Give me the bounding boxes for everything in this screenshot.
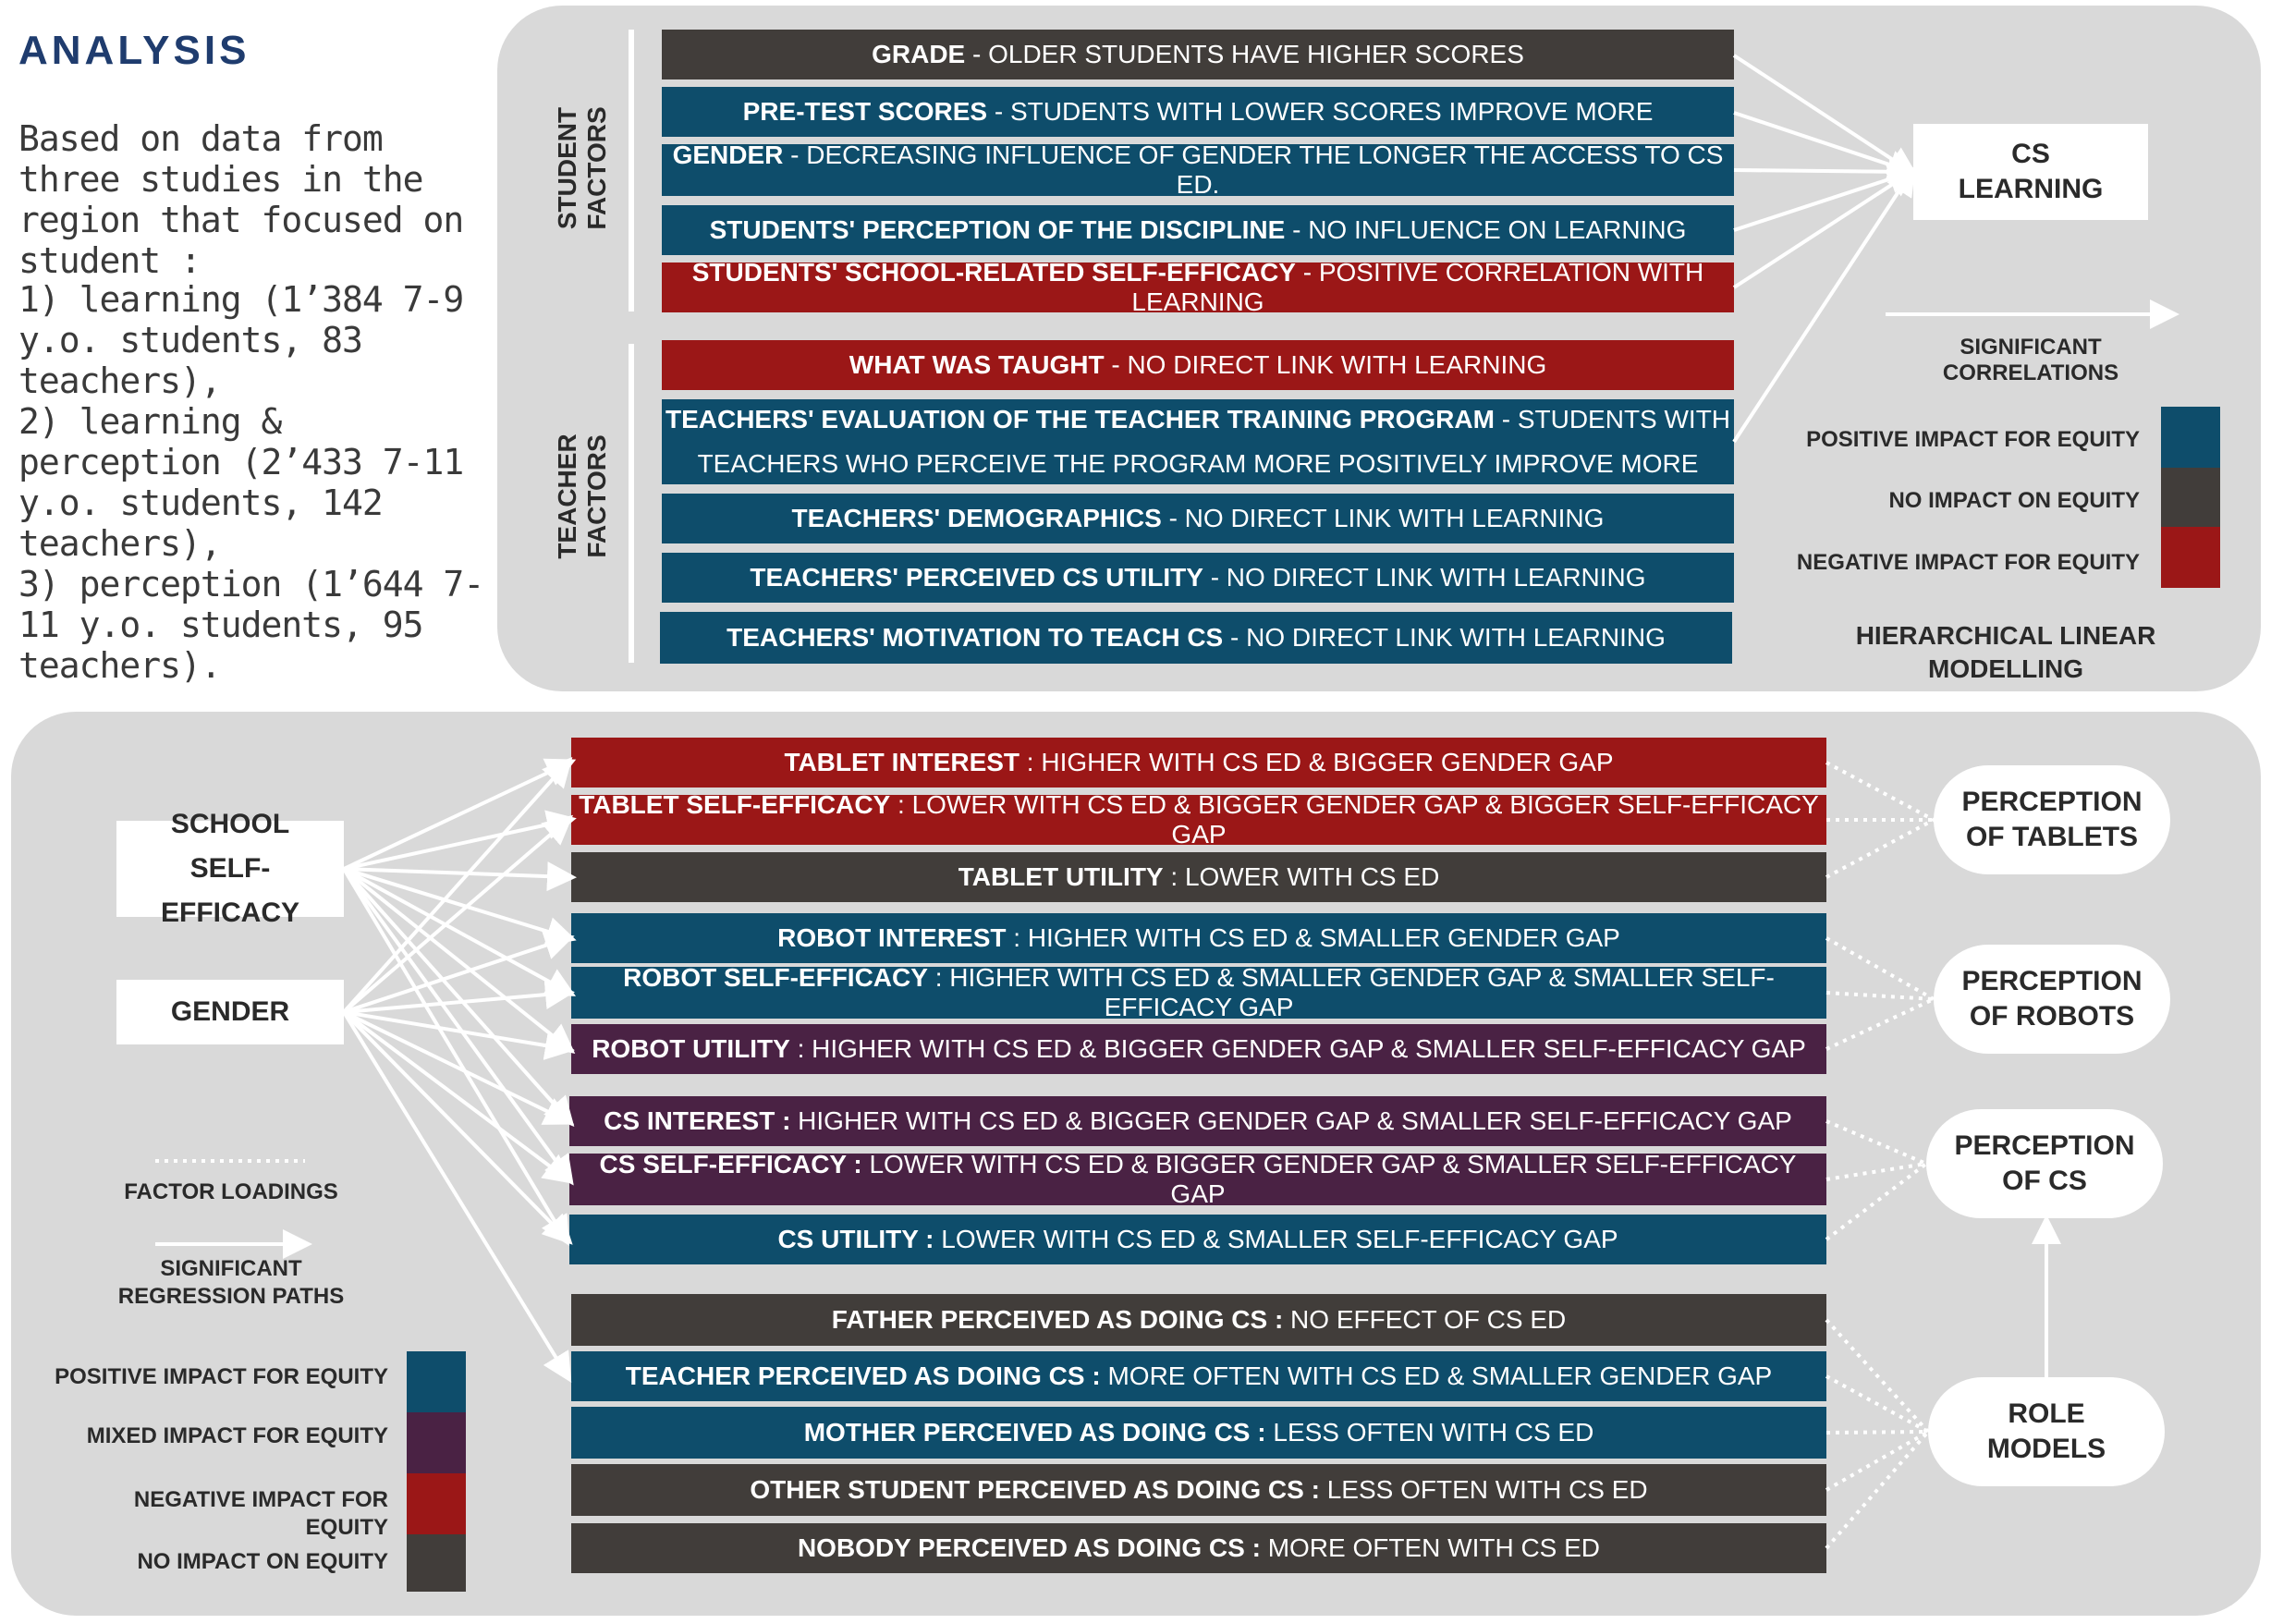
top-student-bar-1-desc: - STUDENTS WITH LOWER SCORES IMPROVE MORE <box>987 97 1654 126</box>
robot-loading-2 <box>1826 999 1934 1049</box>
bottom-bar-4-desc: : HIGHER WITH CS ED & SMALLER GENDER GAP & SMALLER SELF-EFFICACY GAP <box>927 963 1775 1021</box>
bottom-bar-0-desc: : HIGHER WITH CS ED & BIGGER GENDER GAP <box>1020 748 1614 776</box>
top-legend-none-label: NO IMPACT ON EQUITY <box>1888 488 2140 513</box>
bottom-bar-3-title: ROBOT INTEREST <box>777 923 1007 952</box>
self-efficacy-path-1 <box>344 820 569 869</box>
intro-paragraph: Based on data from three studies in the region that focused on student : <box>18 118 464 281</box>
bottom-bar-9-title: FATHER PERCEIVED AS DOING CS : <box>831 1305 1284 1334</box>
page-title: ANALYSIS <box>18 28 250 73</box>
gender-path-7 <box>344 1012 568 1239</box>
school-self-efficacy-label: SCHOOL SELF-EFFICACY <box>161 809 299 928</box>
bottom-bar-7-desc: LOWER WITH CS ED & BIGGER GENDER GAP & SMALLER SELF-EFFICACY GAP <box>861 1150 1804 1208</box>
bottom-bar-9-desc: NO EFFECT OF CS ED <box>1283 1305 1567 1334</box>
student-factors-label: STUDENT FACTORS <box>553 106 611 230</box>
top-legend-positive-label: POSITIVE IMPACT FOR EQUITY <box>1806 427 2140 452</box>
cs-loading-2 <box>1826 1164 1926 1239</box>
bottom-legend-mixed-label: MIXED IMPACT FOR EQUITY <box>86 1423 388 1448</box>
top-correlation-line-2 <box>1734 170 1911 172</box>
bottom-bar-13-title: NOBODY PERCEIVED AS DOING CS : <box>797 1533 1261 1562</box>
top-student-bar-2-desc: - DECREASING INFLUENCE OF GENDER THE LONGER THE ACCESS TO CS ED. <box>783 140 1731 199</box>
regression-paths-label: SIGNIFICANT REGRESSION PATHS <box>117 1256 345 1309</box>
top-legend-negative-label: NEGATIVE IMPACT FOR EQUITY <box>1796 550 2140 575</box>
bottom-bar-7-title: CS SELF-EFFICACY : <box>599 1150 862 1178</box>
gender-path-6 <box>344 1012 568 1179</box>
self-efficacy-path-cs-utility <box>344 869 566 1239</box>
top-teacher-bar-3-desc: - NO DIRECT LINK WITH LEARNING <box>1203 563 1646 592</box>
self-efficacy-path-0 <box>344 763 569 869</box>
bottom-bar-13-desc: MORE OFTEN WITH CS ED <box>1260 1533 1601 1562</box>
role-models-label: ROLE MODELS <box>1986 1398 2106 1464</box>
top-teacher-bar-4-title: TEACHERS' MOTIVATION TO TEACH CS <box>726 623 1224 652</box>
top-teacher-bar-2-desc: - NO DIRECT LINK WITH LEARNING <box>1161 504 1605 532</box>
cs-loading-0 <box>1826 1121 1926 1164</box>
top-student-bar-4-desc: - POSITIVE CORRELATION WITH LEARNING <box>1131 258 1712 316</box>
role-loading-3 <box>1826 1432 1928 1490</box>
bottom-bar-1-desc: : LOWER WITH CS ED & BIGGER GENDER GAP & BIGGER SELF-EFFICACY GAP <box>890 790 1826 849</box>
bottom-bar-2-title: TABLET UTILITY <box>958 862 1164 891</box>
top-teacher-bar-0-title: WHAT WAS TAUGHT <box>849 350 1105 379</box>
intro-study-1: 1) learning (1’384 7-9 y.o. students, 83 teachers), <box>18 279 464 401</box>
top-teacher-bar-3-title: TEACHERS' PERCEIVED CS UTILITY <box>750 563 1203 592</box>
top-student-bar-1-title: PRE-TEST SCORES <box>742 97 988 126</box>
bottom-bar-8-title: CS UTILITY : <box>777 1225 934 1253</box>
gender-label: GENDER <box>170 996 290 1027</box>
top-correlation-line-5 <box>1734 172 1911 442</box>
bottom-bar-11-desc: LESS OFTEN WITH CS ED <box>1265 1418 1594 1447</box>
self-efficacy-path-2 <box>344 869 569 877</box>
top-teacher-bar-1-desc: - STUDENTS WITH TEACHERS WHO PERCEIVE THE PROGRAM MORE POSITIVELY IMPROVE MORE <box>697 405 1738 478</box>
tablet-loading-0 <box>1826 763 1934 820</box>
top-teacher-bar-0-desc: - NO DIRECT LINK WITH LEARNING <box>1104 350 1547 379</box>
intro-study-3: 3) perception (1’644 7-11 y.o. students, 95 teachers). <box>18 564 484 686</box>
bottom-legend-positive-label: POSITIVE IMPACT FOR EQUITY <box>55 1364 388 1389</box>
top-correlation-line-1 <box>1734 113 1911 172</box>
perception-tablets-label: PERCEPTION OF TABLETS <box>1961 787 2143 852</box>
bottom-bar-0-title: TABLET INTEREST <box>784 748 1020 776</box>
role-loading-2 <box>1826 1432 1928 1433</box>
top-student-bar-0-desc: - OLDER STUDENTS HAVE HIGHER SCORES <box>965 40 1524 68</box>
bottom-legend-none-label: NO IMPACT ON EQUITY <box>137 1549 388 1574</box>
bottom-bar-11-title: MOTHER PERCEIVED AS DOING CS : <box>803 1418 1266 1447</box>
top-student-bar-4-title: STUDENTS' SCHOOL-RELATED SELF-EFFICACY <box>691 258 1296 287</box>
tablet-loading-2 <box>1826 820 1934 877</box>
factor-loadings-label: FACTOR LOADINGS <box>124 1179 338 1204</box>
bottom-legend-negative-label: NEGATIVE IMPACT FOR EQUITY <box>133 1487 388 1540</box>
bottom-bar-8-desc: LOWER WITH CS ED & SMALLER SELF-EFFICACY GAP <box>934 1225 1618 1253</box>
perception-robots-label: PERCEPTION OF ROBOTS <box>1961 966 2143 1032</box>
bottom-bar-1-title: TABLET SELF-EFFICACY <box>579 790 891 819</box>
top-teacher-bar-1-title: TEACHERS' EVALUATION OF THE TEACHER TRAINING PROGRAM <box>665 405 1495 433</box>
top-correlation-line-3 <box>1734 172 1911 230</box>
bottom-bar-10-title: TEACHER PERCEIVED AS DOING CS : <box>625 1361 1101 1390</box>
significant-correlations-label: SIGNIFICANT CORRELATIONS <box>1942 335 2119 385</box>
top-student-bar-3-title: STUDENTS' PERCEPTION OF THE DISCIPLINE <box>709 215 1286 244</box>
bottom-bar-12-title: OTHER STUDENT PERCEIVED AS DOING CS : <box>750 1475 1320 1504</box>
bottom-bar-10-desc: MORE OFTEN WITH CS ED & SMALLER GENDER GAP <box>1100 1361 1773 1390</box>
top-student-bar-2-title: GENDER <box>672 140 784 169</box>
bottom-bar-6-title: CS INTEREST : <box>604 1106 791 1135</box>
bottom-bar-2-desc: : LOWER WITH CS ED <box>1163 862 1440 891</box>
top-correlation-line-4 <box>1734 172 1911 287</box>
perception-cs-label: PERCEPTION OF CS <box>1954 1130 2135 1196</box>
bottom-bar-6-desc: HIGHER WITH CS ED & BIGGER GENDER GAP & SMALLER SELF-EFFICACY GAP <box>790 1106 1792 1135</box>
role-loading-1 <box>1826 1376 1928 1432</box>
cs-learning-label: CS LEARNING <box>1958 139 2104 204</box>
top-student-bar-3-desc: - NO INFLUENCE ON LEARNING <box>1285 215 1687 244</box>
role-loading-4 <box>1826 1432 1928 1548</box>
bottom-bar-5-desc: : HIGHER WITH CS ED & BIGGER GENDER GAP & SMALLER SELF-EFFICACY GAP <box>789 1034 1806 1063</box>
top-student-bar-0-title: GRADE <box>872 40 966 68</box>
role-loading-0 <box>1826 1320 1928 1432</box>
top-teacher-bar-4-desc: - NO DIRECT LINK WITH LEARNING <box>1223 623 1666 652</box>
robot-loading-0 <box>1826 938 1934 999</box>
bottom-bar-12-desc: LESS OFTEN WITH CS ED <box>1319 1475 1648 1504</box>
intro-study-2: 2) learning & perception (2’433 7-11 y.o. students, 142 teachers), <box>18 401 464 564</box>
robot-loading-1 <box>1826 993 1934 999</box>
top-correlation-line-0 <box>1734 55 1911 172</box>
teacher-factors-label: TEACHER FACTORS <box>553 433 611 559</box>
hlm-method-text: HIERARCHICAL LINEAR MODELLING <box>1855 621 2156 683</box>
gender-path-4 <box>344 1012 568 1049</box>
top-teacher-bar-2-title: TEACHERS' DEMOGRAPHICS <box>791 504 1162 532</box>
bottom-bar-5-title: ROBOT UTILITY <box>592 1034 790 1063</box>
bottom-bar-4-title: ROBOT SELF-EFFICACY <box>623 963 928 992</box>
bottom-bar-3-desc: : HIGHER WITH CS ED & SMALLER GENDER GAP <box>1006 923 1620 952</box>
